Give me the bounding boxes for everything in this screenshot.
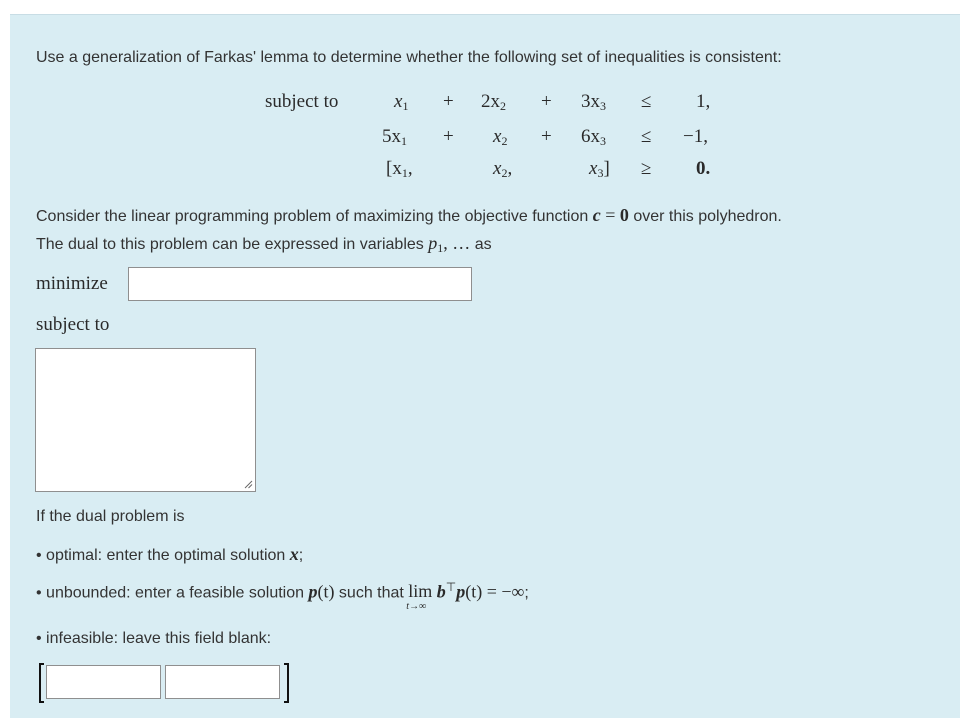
bullet-optimal: • optimal: enter the optimal solution x; (36, 544, 304, 564)
row1-term3: $3x_3$ (581, 91, 606, 113)
minimize-label: minimize (36, 273, 108, 294)
row1-relation: ≤ (641, 91, 652, 112)
row2-term1: $5x_1$ (382, 126, 407, 148)
bullet-unbounded: • unbounded: enter a feasible solution p(t) such that lim t→∞ b⊤p(t) = −∞; (36, 580, 529, 613)
system-label: subject to (265, 91, 339, 112)
row2-op1: + (443, 126, 454, 147)
resize-handle-icon[interactable] (244, 480, 253, 489)
consider-line-2: The dual to this problem can be expressed in variables $p_1$, … as (36, 233, 492, 255)
row2-rhs: −1, (683, 126, 708, 147)
row1-term2: $2x_2$ (481, 91, 506, 113)
row3-term1: [$x_1$, (386, 158, 413, 180)
row1-rhs: 1, (696, 91, 711, 112)
row3-rhs: 0. (696, 158, 711, 179)
subject-to-label: subject to (36, 314, 110, 335)
row2-op2: + (541, 126, 552, 147)
constraints-textarea[interactable] (35, 348, 256, 492)
intro-text: Use a generalization of Farkas' lemma to determine whether the following set of inequalities is consistent: (36, 49, 782, 66)
row1-term1: $x_1$ (394, 91, 409, 113)
objective-input[interactable] (128, 267, 472, 301)
answer-cell-2[interactable] (165, 665, 280, 699)
right-bracket-icon (284, 663, 289, 703)
row2-term3: $6x_3$ (581, 126, 606, 148)
row2-term2: $x_2$ (493, 126, 508, 148)
consider-line-1: Consider the linear programming problem of maximizing the objective function c = 0 over this polyhedron. (36, 205, 782, 225)
row3-term3: $x_3$] (589, 158, 610, 180)
row3-relation: ≥ (641, 158, 652, 179)
row1-op1: + (443, 91, 454, 112)
row2-relation: ≤ (641, 126, 652, 147)
answer-cell-1[interactable] (46, 665, 161, 699)
row1-op2: + (541, 91, 552, 112)
row3-term2: $x_2$, (493, 158, 513, 180)
left-bracket-icon (39, 663, 44, 703)
dual-intro: If the dual problem is (36, 508, 185, 525)
bullet-infeasible: • infeasible: leave this field blank: (36, 630, 272, 647)
